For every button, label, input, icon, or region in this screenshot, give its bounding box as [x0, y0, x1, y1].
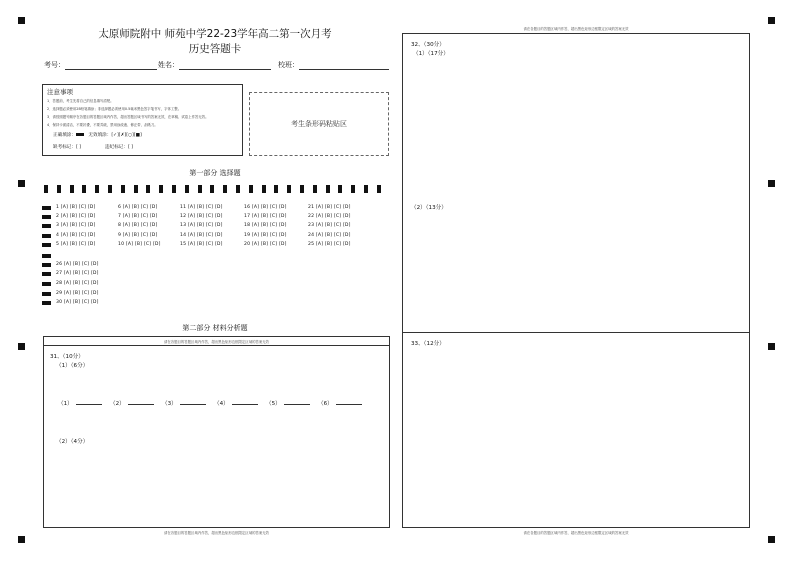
timing-mark: [223, 185, 227, 193]
answer-box-31[interactable]: [43, 336, 390, 528]
q32-part2-label: （2）（13分）: [411, 205, 447, 211]
mcq-item[interactable]: 7 [A] [B] [C] [D]: [118, 214, 158, 219]
timing-mark: [338, 185, 342, 193]
timing-mark: [185, 185, 189, 193]
blank-3[interactable]: [162, 399, 214, 407]
note-line: 3．请按照题号顺序在各题目的答题区域内作答，超出答题区域书写的答案无效，在草稿、试卷上作答无效。: [47, 115, 209, 119]
section1-title: 第一部分 选择题: [189, 169, 241, 177]
notes-title: 注意事项: [47, 88, 73, 96]
blank-label: （3）: [162, 401, 177, 407]
timing-mark: [351, 185, 355, 193]
corner-mark: [768, 536, 775, 543]
side-mark: [768, 343, 775, 350]
note-line: 1．答题前，考生先将自己的信息填写清楚。: [47, 99, 114, 103]
q32-part1-label: （1）（17分）: [413, 51, 449, 57]
row-mark: [42, 301, 51, 305]
mcq-row[interactable]: [56, 214, 351, 219]
section2-title: 第二部分 材料分析题: [182, 324, 248, 332]
corner-mark: [18, 17, 25, 24]
mcq-item[interactable]: 29 [A] [B] [C] [D]: [56, 291, 99, 296]
row-mark: [42, 254, 51, 258]
blank-2[interactable]: [110, 399, 162, 407]
timing-mark: [300, 185, 304, 193]
timing-mark: [134, 185, 138, 193]
blank-1[interactable]: [58, 399, 110, 407]
barcode-label: 考生条形码粘贴区: [291, 120, 347, 128]
mcq-item[interactable]: 11 [A] [B] [C] [D]: [180, 205, 223, 210]
mcq-item[interactable]: 22 [A] [B] [C] [D]: [308, 214, 351, 219]
name-label: 姓名：: [158, 61, 179, 69]
timing-mark: [146, 185, 150, 193]
mcq-row[interactable]: [56, 205, 351, 210]
q31-part1-label: （1）（6分）: [56, 363, 89, 369]
timing-mark: [326, 185, 330, 193]
mcq-item[interactable]: 9 [A] [B] [C] [D]: [118, 233, 158, 238]
timing-mark: [82, 185, 86, 193]
mcq-item[interactable]: 13 [A] [B] [C] [D]: [180, 223, 223, 228]
mcq-item[interactable]: 30 [A] [B] [C] [D]: [56, 300, 99, 305]
blank-label: （2）: [110, 401, 125, 407]
q33-label: 33、（12分）: [411, 341, 445, 347]
mcq-item[interactable]: 19 [A] [B] [C] [D]: [244, 233, 287, 238]
mcq-item[interactable]: 27 [A] [B] [C] [D]: [56, 271, 99, 276]
timing-mark: [364, 185, 368, 193]
exam-number-line: [65, 61, 157, 70]
mcq-row[interactable]: [56, 223, 351, 228]
fill-wrong-label: 无效填涂：: [88, 133, 112, 138]
mcq-item[interactable]: 28 [A] [B] [C] [D]: [56, 281, 99, 286]
row-mark: [42, 206, 51, 210]
mcq-item[interactable]: 6 [A] [B] [C] [D]: [118, 205, 158, 210]
q31-blanks[interactable]: [58, 399, 370, 407]
mcq-item[interactable]: 3 [A] [B] [C] [D]: [56, 223, 96, 228]
row-mark: [42, 224, 51, 228]
absent-mark[interactable]: 缺考标记：[ ]: [53, 145, 82, 150]
violation-mark[interactable]: 违纪标记：[ ]: [105, 145, 134, 150]
blank-6[interactable]: [318, 399, 370, 407]
timing-mark: [287, 185, 291, 193]
mcq-item[interactable]: 14 [A] [B] [C] [D]: [180, 233, 223, 238]
mcq-item[interactable]: 1 [A] [B] [C] [D]: [56, 205, 96, 210]
mcq-item[interactable]: 24 [A] [B] [C] [D]: [308, 233, 351, 238]
mcq-row[interactable]: [56, 242, 351, 247]
notes-box: [42, 84, 243, 156]
blank-line: [284, 399, 310, 405]
side-mark: [18, 343, 25, 350]
timing-mark: [70, 185, 74, 193]
timing-mark: [313, 185, 317, 193]
answer-box-32[interactable]: [402, 33, 750, 333]
mcq-item[interactable]: 16 [A] [B] [C] [D]: [244, 205, 287, 210]
timing-mark: [236, 185, 240, 193]
q32-label: 32、（30分）: [411, 42, 445, 48]
box-divider: [44, 345, 389, 346]
note-line: 2．选择题必须使用2B铅笔填涂；非选择题必须使用0.5毫米黑色签字笔书写，字体工整。: [47, 107, 182, 111]
mcq-row[interactable]: [56, 233, 351, 238]
exam-title: 太原师院附中 师苑中学22-23学年高二第一次月考: [98, 28, 332, 40]
mcq-item[interactable]: 15 [A] [B] [C] [D]: [180, 242, 223, 247]
side-mark: [768, 180, 775, 187]
timing-mark: [95, 185, 99, 193]
timing-mark: [172, 185, 176, 193]
row-mark: [42, 243, 51, 247]
mcq-item[interactable]: 25 [A] [B] [C] [D]: [308, 242, 351, 247]
invalid-marks-icon: [✓][✗][○][■]: [111, 133, 142, 138]
fill-correct-label: 正确填涂：: [53, 133, 76, 138]
row-mark: [42, 292, 51, 296]
mcq-item[interactable]: 12 [A] [B] [C] [D]: [180, 214, 223, 219]
mcq-item[interactable]: 5 [A] [B] [C] [D]: [56, 242, 96, 247]
corner-mark: [18, 536, 25, 543]
blank-line: [232, 399, 258, 405]
mcq-item[interactable]: 21 [A] [B] [C] [D]: [308, 205, 351, 210]
name-field[interactable]: [158, 60, 271, 70]
timing-mark: [274, 185, 278, 193]
blank-4[interactable]: [214, 399, 266, 407]
mcq-item[interactable]: 23 [A] [B] [C] [D]: [308, 223, 351, 228]
mcq-item[interactable]: 26 [A] [B] [C] [D]: [56, 262, 99, 267]
note-line: 4．保持卡面清洁，不要折叠，不要弄破，禁用涂改液、修正带、刮纸刀。: [47, 123, 158, 127]
box-header-note: 请在各题目的答题区域内作答，超出黑色矩形边框限定区域的答案无效: [163, 340, 270, 344]
q31-label: 31、（10分）: [50, 354, 84, 360]
exam-subtitle: 历史答题卡: [188, 43, 242, 55]
blank-line: [128, 399, 154, 405]
mcq-item[interactable]: 10 [A] [B] [C] [D]: [118, 242, 161, 247]
q31-part2-label: （2）（4分）: [56, 439, 89, 445]
timing-mark: [210, 185, 214, 193]
timing-mark: [159, 185, 163, 193]
row-mark: [42, 234, 51, 238]
timing-mark: [108, 185, 112, 193]
mcq-item[interactable]: 18 [A] [B] [C] [D]: [244, 223, 287, 228]
right-footer-note: 请在各题目的答题区域内作答，超出黑色矩形边框限定区域的答案无效: [523, 531, 629, 535]
timing-mark: [262, 185, 266, 193]
exam-number-label: 考号：: [44, 61, 65, 69]
timing-mark: [44, 185, 48, 193]
timing-mark: [249, 185, 253, 193]
class-line: [299, 61, 389, 70]
answer-box-33[interactable]: [402, 333, 750, 528]
mcq-item[interactable]: 8 [A] [B] [C] [D]: [118, 223, 158, 228]
row-mark: [42, 263, 51, 267]
timing-mark: [377, 185, 381, 193]
fill-example: [53, 132, 142, 138]
blank-label: （6）: [318, 401, 333, 407]
mcq-item[interactable]: 17 [A] [B] [C] [D]: [244, 214, 287, 219]
footer-note: 请在各题目的答题区域内作答，超出黑色矩形边框限定区域的答案无效: [163, 531, 270, 535]
right-header-note: 请在各题目的答题区域内作答，超出黑色矩形边框限定区域的答案无效: [523, 27, 629, 31]
row-mark: [42, 215, 51, 219]
blank-line: [180, 399, 206, 405]
class-field[interactable]: [278, 60, 389, 70]
blank-label: （1）: [58, 401, 73, 407]
blank-label: （4）: [214, 401, 229, 407]
mcq-item[interactable]: 20 [A] [B] [C] [D]: [244, 242, 287, 247]
mcq-item[interactable]: 2 [A] [B] [C] [D]: [56, 214, 96, 219]
barcode-area[interactable]: [249, 92, 389, 156]
timing-mark: [57, 185, 61, 193]
side-mark: [18, 180, 25, 187]
blank-line: [336, 399, 362, 405]
exam-number-field[interactable]: [44, 60, 157, 70]
row-mark: [42, 282, 51, 286]
timing-mark: [121, 185, 125, 193]
corner-mark: [768, 17, 775, 24]
blank-5[interactable]: [266, 399, 318, 407]
name-line: [179, 61, 271, 70]
filled-box-icon: [76, 133, 84, 136]
mcq-item[interactable]: 4 [A] [B] [C] [D]: [56, 233, 96, 238]
blank-line: [76, 399, 102, 405]
timing-mark: [198, 185, 202, 193]
blank-label: （5）: [266, 401, 281, 407]
row-mark: [42, 272, 51, 276]
class-label: 校班：: [278, 61, 299, 69]
